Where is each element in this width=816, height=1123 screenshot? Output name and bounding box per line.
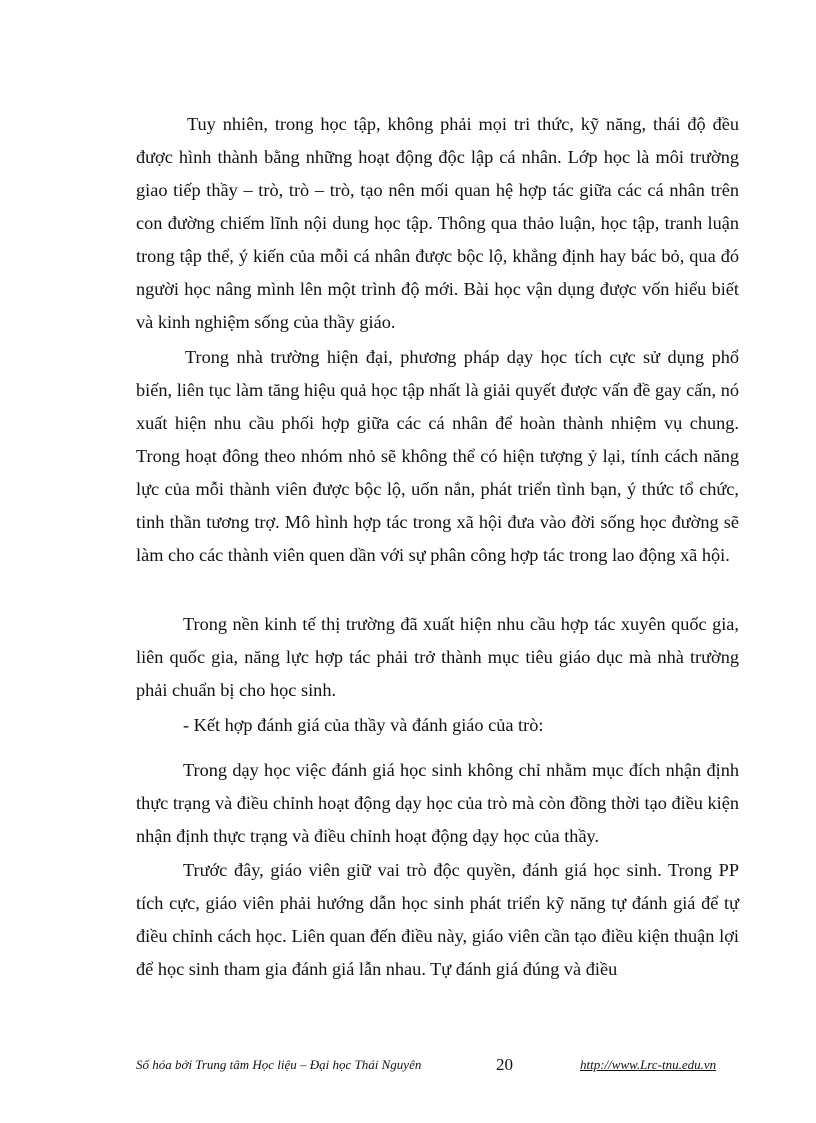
footer-source-text: Số hóa bởi Trung tâm Học liệu – Đại học Thái Nguyên [136, 1057, 422, 1072]
footer-website-link[interactable]: http://www.Lrc-tnu.edu.vn [580, 1057, 717, 1072]
page-number: 20 [496, 1055, 513, 1074]
paragraph-5: Trong dạy học việc đánh giá học sinh không chỉ nhằm mục đích nhận định thực trạng và điều chỉnh hoạt động dạy học của trò mà còn đồng thời tạo điều kiện nhận định thực trạng và điều chỉnh hoạt động dạy học của thầy. [136, 760, 739, 846]
paragraph-4-subheading: - Kết hợp đánh giá của thầy và đánh giáo của trò: [183, 715, 544, 735]
paragraph-3: Trong nền kinh tế thị trường đã xuất hiện nhu cầu hợp tác xuyên quốc gia, liên quốc gia, năng lực hợp tác phải trở thành mục tiêu giáo dục mà nhà trường phải chuẩn bị cho học sinh. [136, 614, 739, 700]
paragraph-2: Trong nhà trường hiện đại, phương pháp dạy học tích cực sử dụng phổ biến, liên tục làm tăng hiệu quả học tập nhất là giải quyết được vấn đề gay cấn, nó xuất hiện nhu cầu phối hợp giữa các cá nhân để hoàn thành nhiệm vụ chung. Trong hoạt đông theo nhóm nhỏ sẽ không thể có hiện tượng ỷ lại, tính cách năng lực của mỗi thành viên được bộc lộ, uốn nắn, phát triển tình bạn, ý thức tổ chức, tinh thần tương trợ. Mô hình hợp tác trong xã hội đưa vào đời sống học đường sẽ làm cho các thành viên quen dần với sự phân công hợp tác trong lao động xã hội. [136, 347, 739, 565]
paragraph-6: Trước đây, giáo viên giữ vai trò độc quyền, đánh giá học sinh. Trong PP tích cực, giáo viên phải hướng dẫn học sinh phát triển kỹ năng tự đánh giá để tự điều chỉnh cách học. Liên quan đến điều này, giáo viên cần tạo điều kiện thuận lợi để học sinh tham gia đánh giá lẫn nhau. Tự đánh giá đúng và điều [136, 860, 739, 979]
paragraph-1: Tuy nhiên, trong học tập, không phải mọi tri thức, kỹ năng, thái độ đều được hình thành bằng những hoạt động độc lập cá nhân. Lớp học là môi trường giao tiếp thầy – trò, trò – trò, tạo nên mối quan hệ hợp tác giữa các cá nhân trên con đường chiếm lĩnh nội dung học tập. Thông qua thảo luận, học tập, tranh luận trong tập thể, ý kiến của mỗi cá nhân được bộc lộ, khẳng định hay bác bỏ, qua đó người học nâng mình lên một trình độ mới. Bài học vận dụng được vốn hiểu biết và kinh nghiệm sống của thầy giáo. [136, 114, 739, 332]
page-footer [0, 1057, 816, 1081]
